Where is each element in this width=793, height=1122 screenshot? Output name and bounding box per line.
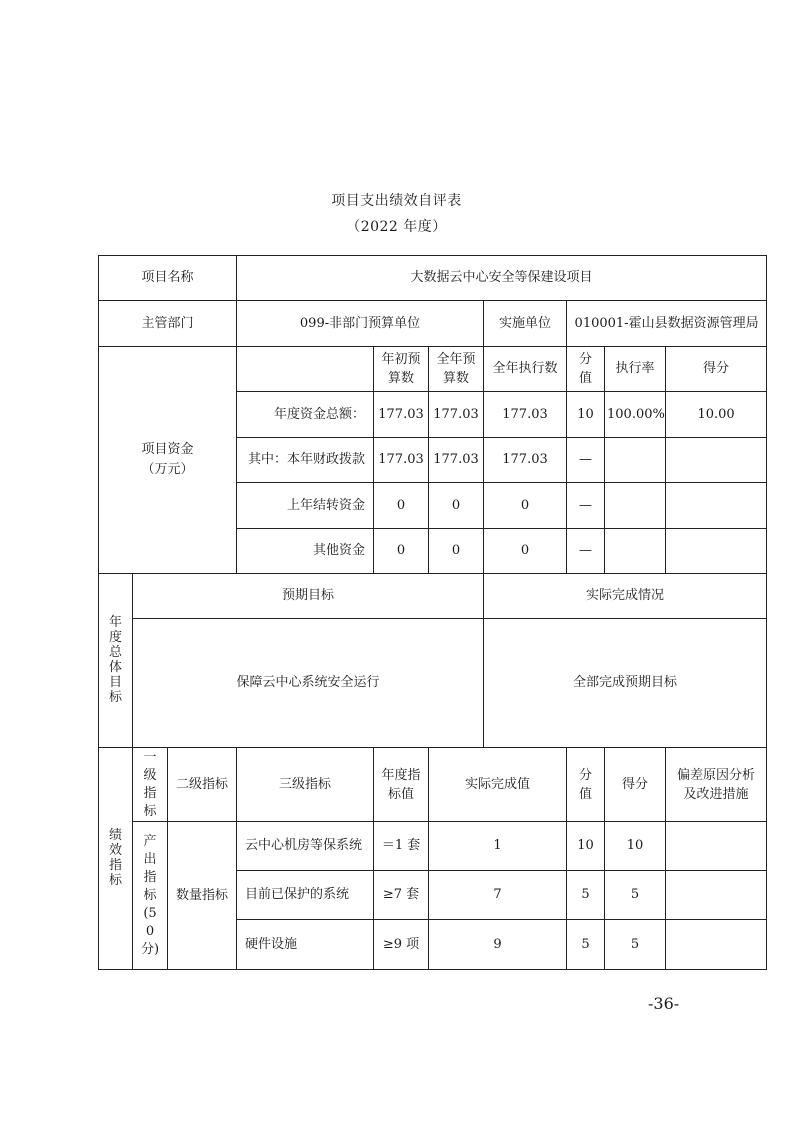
indicator-score: 5 [605,920,666,970]
indicator-actual: 9 [429,920,567,970]
funds-row-weight: — [567,438,605,483]
funds-row-weight: — [567,529,605,574]
self-evaluation-table [98,255,767,970]
project-name-value: 大数据云中心安全等保建设项目 [237,256,767,301]
indicator-name: 硬件设施 [237,920,374,970]
funds-row-rate [605,529,666,574]
funds-row-exec: 177.03 [484,438,567,483]
funds-row-initial: 177.03 [374,438,429,483]
annual-goal-label: 年度总体目标 [99,574,133,748]
level2-indicator-header: 二级指标 [168,748,237,822]
page-number: -36- [648,994,680,1013]
score-header: 得分 [666,347,767,392]
indicator-actual: 7 [429,871,567,920]
weight-header: 分值 [567,347,605,392]
funds-row-full: 0 [429,529,484,574]
funds-blank-header [237,347,374,392]
funds-row-name: 上年结转资金 [237,483,374,529]
funds-row-name: 其他资金 [237,529,374,574]
funds-row-exec: 177.03 [484,392,567,438]
funds-row-rate [605,438,666,483]
funds-row-weight: 10 [567,392,605,438]
funds-row-score: 10.00 [666,392,767,438]
funds-row-score [666,438,767,483]
expected-goal-header: 预期目标 [133,574,484,619]
expected-goal-value: 保障云中心系统安全运行 [133,619,484,748]
indicator-name: 云中心机房等保系统 [237,822,374,871]
indicator-reason [666,822,767,871]
indicator-weight-header: 分值 [567,748,605,822]
project-name-label: 项目名称 [99,256,237,301]
funds-row-exec: 0 [484,483,567,529]
indicator-score: 5 [605,871,666,920]
funds-row-initial: 177.03 [374,392,429,438]
indicator-actual: 1 [429,822,567,871]
funds-row-exec: 0 [484,529,567,574]
department-value: 099-非部门预算单位 [237,301,484,347]
indicator-target: ≥9 项 [374,920,429,970]
funds-row-full: 177.03 [429,392,484,438]
level3-indicator-header: 三级指标 [237,748,374,822]
quantity-indicator-cell: 数量指标 [168,822,237,970]
funds-row-initial: 0 [374,483,429,529]
deviation-reason-header: 偏差原因分析及改进措施 [666,748,767,822]
funds-row-initial: 0 [374,529,429,574]
output-indicator-cell: 产出指标(50分) [133,822,168,970]
actual-value-header: 实际完成值 [429,748,567,822]
indicator-weight: 5 [567,871,605,920]
funds-row-full: 177.03 [429,438,484,483]
indicator-name: 目前已保护的系统 [237,871,374,920]
funds-row-full: 0 [429,483,484,529]
level1-indicator-header: 一级指标 [133,748,168,822]
project-funds-label: 项目资金（万元） [99,347,237,574]
indicator-weight: 5 [567,920,605,970]
indicator-weight: 10 [567,822,605,871]
initial-budget-header: 年初预算数 [374,347,429,392]
funds-row-score [666,483,767,529]
implementing-unit-label: 实施单位 [484,301,567,347]
exec-rate-header: 执行率 [605,347,666,392]
department-label: 主管部门 [99,301,237,347]
actual-completion-value: 全部完成预期目标 [484,619,767,748]
table-row [99,822,767,871]
funds-row-score [666,529,767,574]
indicator-reason [666,920,767,970]
annual-target-header: 年度指标值 [374,748,429,822]
indicator-reason [666,871,767,920]
indicator-score: 10 [605,822,666,871]
funds-row-rate [605,483,666,529]
funds-row-rate: 100.00% [605,392,666,438]
indicator-target: ＝1 套 [374,822,429,871]
full-year-exec-header: 全年执行数 [484,347,567,392]
implementing-unit-value: 010001-霍山县数据资源管理局 [567,301,767,347]
full-year-budget-header: 全年预算数 [429,347,484,392]
indicator-score-header: 得分 [605,748,666,822]
indicator-target: ≥7 套 [374,871,429,920]
document-title: 项目支出绩效自评表 [331,193,462,209]
performance-indicators-label: 绩效指标 [99,748,133,970]
actual-completion-header: 实际完成情况 [484,574,767,619]
document-year: （2022 年度） [346,219,447,235]
funds-row-weight: — [567,483,605,529]
funds-row-name: 年度资金总额： [237,392,374,438]
funds-row-name: 其中：本年财政拨款 [237,438,374,483]
